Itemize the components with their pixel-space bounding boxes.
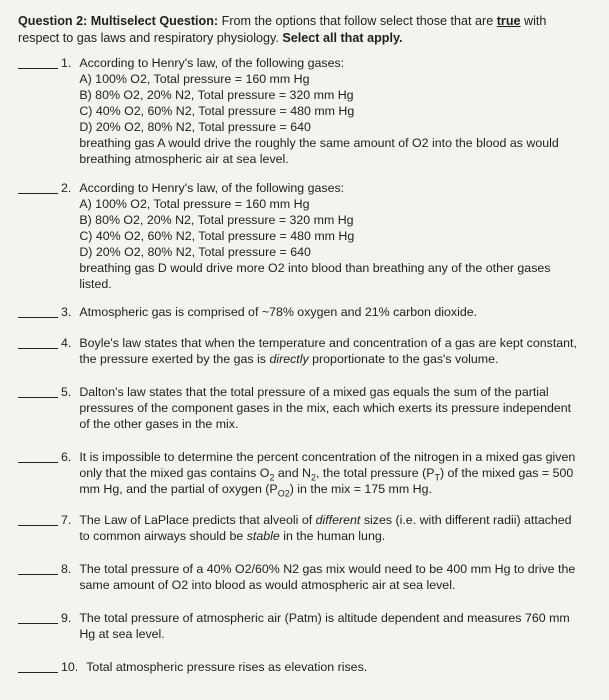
answer-blank-5[interactable]: [18, 384, 58, 398]
statement-number: 10.: [61, 660, 79, 674]
statement-part-3: , the total pressure (P: [316, 466, 435, 480]
statement-conclusion: breathing gas D would drive more O2 into blood than breathing any of the other gases listed.: [79, 261, 551, 291]
statement-part-4: ) of the mixed gas = 500 mm Hg, and the partial of oxygen (P: [79, 466, 574, 496]
option-b: B) 80% O2, 20% N2, Total pressure = 320 mm Hg: [79, 88, 354, 102]
statement-6: [18, 449, 591, 497]
statement-3: [18, 304, 591, 320]
answer-blank-7[interactable]: [18, 512, 58, 526]
statement-text: [79, 335, 591, 367]
heading-true-word: true: [496, 14, 521, 28]
statement-conclusion: breathing gas A would drive the roughly the same amount of O2 into the blood as would breathing atmospheric air at sea level.: [79, 136, 559, 166]
answer-blank-10[interactable]: [18, 659, 58, 673]
statement-number: 6.: [61, 450, 72, 464]
option-a: A) 100% O2, Total pressure = 160 mm Hg: [79, 72, 310, 86]
answer-blank-2[interactable]: [18, 180, 58, 194]
answer-blank-1[interactable]: [18, 55, 58, 69]
statement-text: [79, 449, 591, 497]
statement-text: The total pressure of a 40% O2/60% N2 gas mix would need to be 400 mm Hg to drive the same amount of O2 into blood as would atmospheric air at sea level.: [79, 562, 576, 592]
statement-number: 3.: [61, 305, 72, 319]
statement-9: [18, 610, 591, 642]
heading-label: Question 2: Multiselect Question:: [18, 14, 219, 28]
statement-1: [18, 55, 591, 167]
question-heading: [18, 13, 591, 47]
statement-part-1: It is impossible to determine the percent concentration of the nitrogen in a mixed gas given only that the mixed gas contains O: [79, 450, 576, 480]
heading-text-a: From the options that follow select those that are: [218, 14, 497, 28]
subscript-o2: 2: [269, 472, 275, 483]
option-c: C) 40% O2, 60% N2, Total pressure = 480 mm Hg: [79, 104, 355, 118]
option-d: D) 20% O2, 80% N2, Total pressure = 640: [79, 120, 311, 134]
statement-number: 9.: [61, 611, 72, 625]
heading-select-all: Select all that apply.: [282, 31, 403, 45]
option-c: C) 40% O2, 60% N2, Total pressure = 480 mm Hg: [79, 229, 355, 243]
statement-emphasis-1: different: [315, 513, 361, 527]
statement-2: [18, 180, 591, 292]
statement-number: 8.: [61, 562, 72, 576]
statement-text: [79, 55, 591, 167]
statement-part-2: and N: [274, 466, 311, 480]
statement-emphasis-2: stable: [246, 529, 280, 543]
statement-text-a: Boyle's law states that when the temperature and concentration of a gas are kept constant, the pressure exerted by the gas is: [79, 336, 577, 366]
statement-number: 1.: [61, 56, 72, 70]
statement-number: 2.: [61, 181, 72, 195]
statement-text: Dalton's law states that the total pressure of a mixed gas equals the sum of the partial pressures of the component gases in the mix, each which exerts its pressure independent of the other gases in the mix.: [79, 385, 572, 431]
answer-blank-9[interactable]: [18, 610, 58, 624]
statement-number: 5.: [61, 385, 72, 399]
statement-text: Total atmospheric pressure rises as elevation rises.: [86, 660, 368, 674]
answer-blank-3[interactable]: [18, 304, 58, 318]
statement-intro: According to Henry's law, of the following gases:: [79, 56, 345, 70]
statement-7: [18, 512, 591, 544]
statement-5: [18, 384, 591, 432]
option-b: B) 80% O2, 20% N2, Total pressure = 320 mm Hg: [79, 213, 354, 227]
option-d: D) 20% O2, 80% N2, Total pressure = 640: [79, 245, 311, 259]
statement-text-b: sizes (i.e. with different radii) attached to common airways should be: [79, 513, 572, 543]
statement-text-b: proportionate to the gas's volume.: [308, 352, 499, 366]
statement-text: The total pressure of atmospheric air (Patm) is altitude dependent and measures 760 mm Hg at sea level.: [79, 611, 570, 641]
statement-number: 7.: [61, 513, 72, 527]
statement-text-a: The Law of LaPlace predicts that alveoli of: [79, 513, 316, 527]
statement-part-5: ) in the mix = 175 mm Hg.: [289, 482, 432, 496]
subscript-po2: O2: [277, 488, 290, 499]
statement-8: [18, 561, 591, 593]
subscript-t: T: [434, 472, 440, 483]
statement-intro: According to Henry's law, of the following gases:: [79, 181, 345, 195]
answer-blank-8[interactable]: [18, 561, 58, 575]
answer-blank-6[interactable]: [18, 449, 58, 463]
option-a: A) 100% O2, Total pressure = 160 mm Hg: [79, 197, 310, 211]
statement-text: [79, 512, 591, 544]
statement-4: [18, 335, 591, 367]
statement-text: [79, 180, 591, 292]
statement-10: [18, 659, 591, 675]
statement-text: Atmospheric gas is comprised of ~78% oxygen and 21% carbon dioxide.: [79, 305, 478, 319]
heading-text-b: with respect to gas laws and respiratory physiology.: [18, 14, 547, 45]
statement-text-c: in the human lung.: [279, 529, 386, 543]
statement-number: 4.: [61, 336, 72, 350]
answer-blank-4[interactable]: [18, 335, 58, 349]
subscript-n2: 2: [310, 472, 316, 483]
statement-emphasis: directly: [269, 352, 309, 366]
